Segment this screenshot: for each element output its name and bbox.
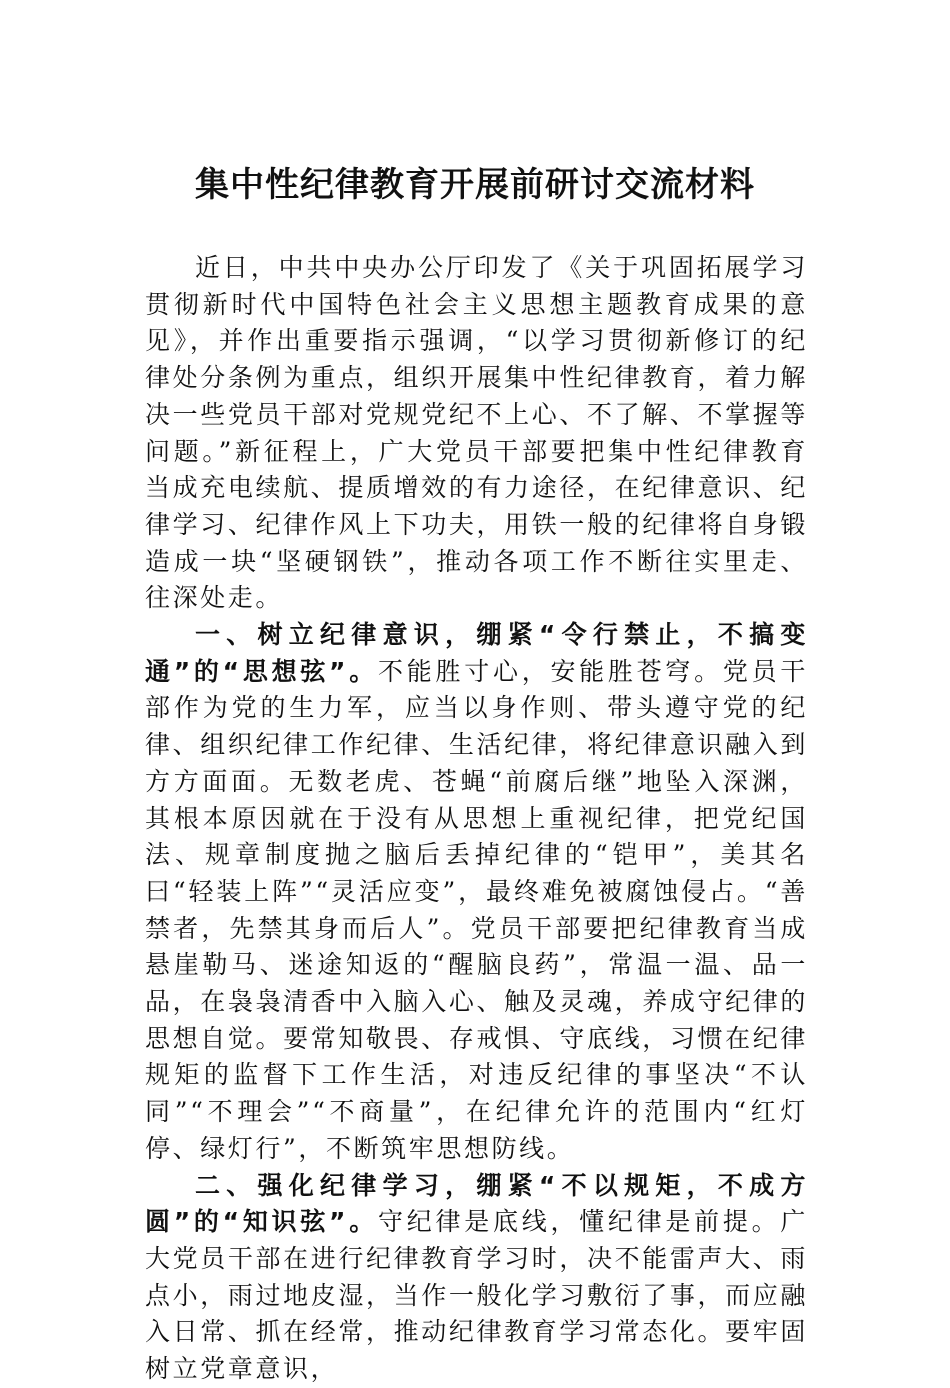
document-body [145,250,808,1388]
section-text-2: 守纪律是底线，懂纪律是前提。广大党员干部在进行纪律教育学习时，决不能雷声大、雨点小，雨过地皮湿，当作一般化学习敷衍了事，而应融入日常、抓在经常，推动纪律教育学习常态化。要牢固树立党章意识， [145,1207,808,1384]
section-heading-2: 二、强化纪律学习，绷紧“不以规矩，不成方圆”的“知识弦”。 [145,1170,808,1237]
section-heading-1: 一、树立纪律意识，绷紧“令行禁止，不搞变通”的“思想弦”。 [145,620,808,686]
section-paragraph-1 [145,617,808,1168]
document-title: 集中性纪律教育开展前研讨交流材料 [195,165,755,205]
section-text-1: 不能胜寸心，安能胜苍穹。党员干部作为党的生力军，应当以身作则、带头遵守党的纪律、组织纪律工作纪律、生活纪律，将纪律意识融入到方方面面。无数老虎、苍蝇“前腐后继”地坠入深渊，其根本原因就在于没有从思想上重视纪律，把党纪国法、规章制度抛之脑后丢掉纪律的“铠甲”，美其名曰“轻装上阵”“灵活应变”，最终难免被腐蚀侵占。“善禁者，先禁其身而后人”。党员干部要把纪律教育当成悬崖勒马、迷途知返的“醒脑良药”，常温一温、品一品，在袅袅清香中入脑入心、触及灵魂，养成守纪律的思想自觉。要常知敬畏、存戒惧、守底线，习惯在纪律规矩的监督下工作生活，对违反纪律的事坚决“不认同”“不理会”“不商量”，在纪律允许的范围内“红灯停、绿灯行”，不断筑牢思想防线。 [145,656,808,1163]
intro-paragraph: 近日，中共中央办公厅印发了《关于巩固拓展学习贯彻新时代中国特色社会主义思想主题教育成果的意见》，并作出重要指示强调，“以学习贯彻新修订的纪律处分条例为重点，组织开展集中性纪律教育，着力解决一些党员干部对党规党纪不上心、不了解、不掌握等问题。”新征程上，广大党员干部要把集中性纪律教育当成充电续航、提质增效的有力途径，在纪律意识、纪律学习、纪律作风上下功夫，用铁一般的纪律将自身锻造成一块“坚硬钢铁”，推动各项工作不断往实里走、往深处走。 [145,253,808,613]
section-paragraph-2 [145,1168,808,1388]
